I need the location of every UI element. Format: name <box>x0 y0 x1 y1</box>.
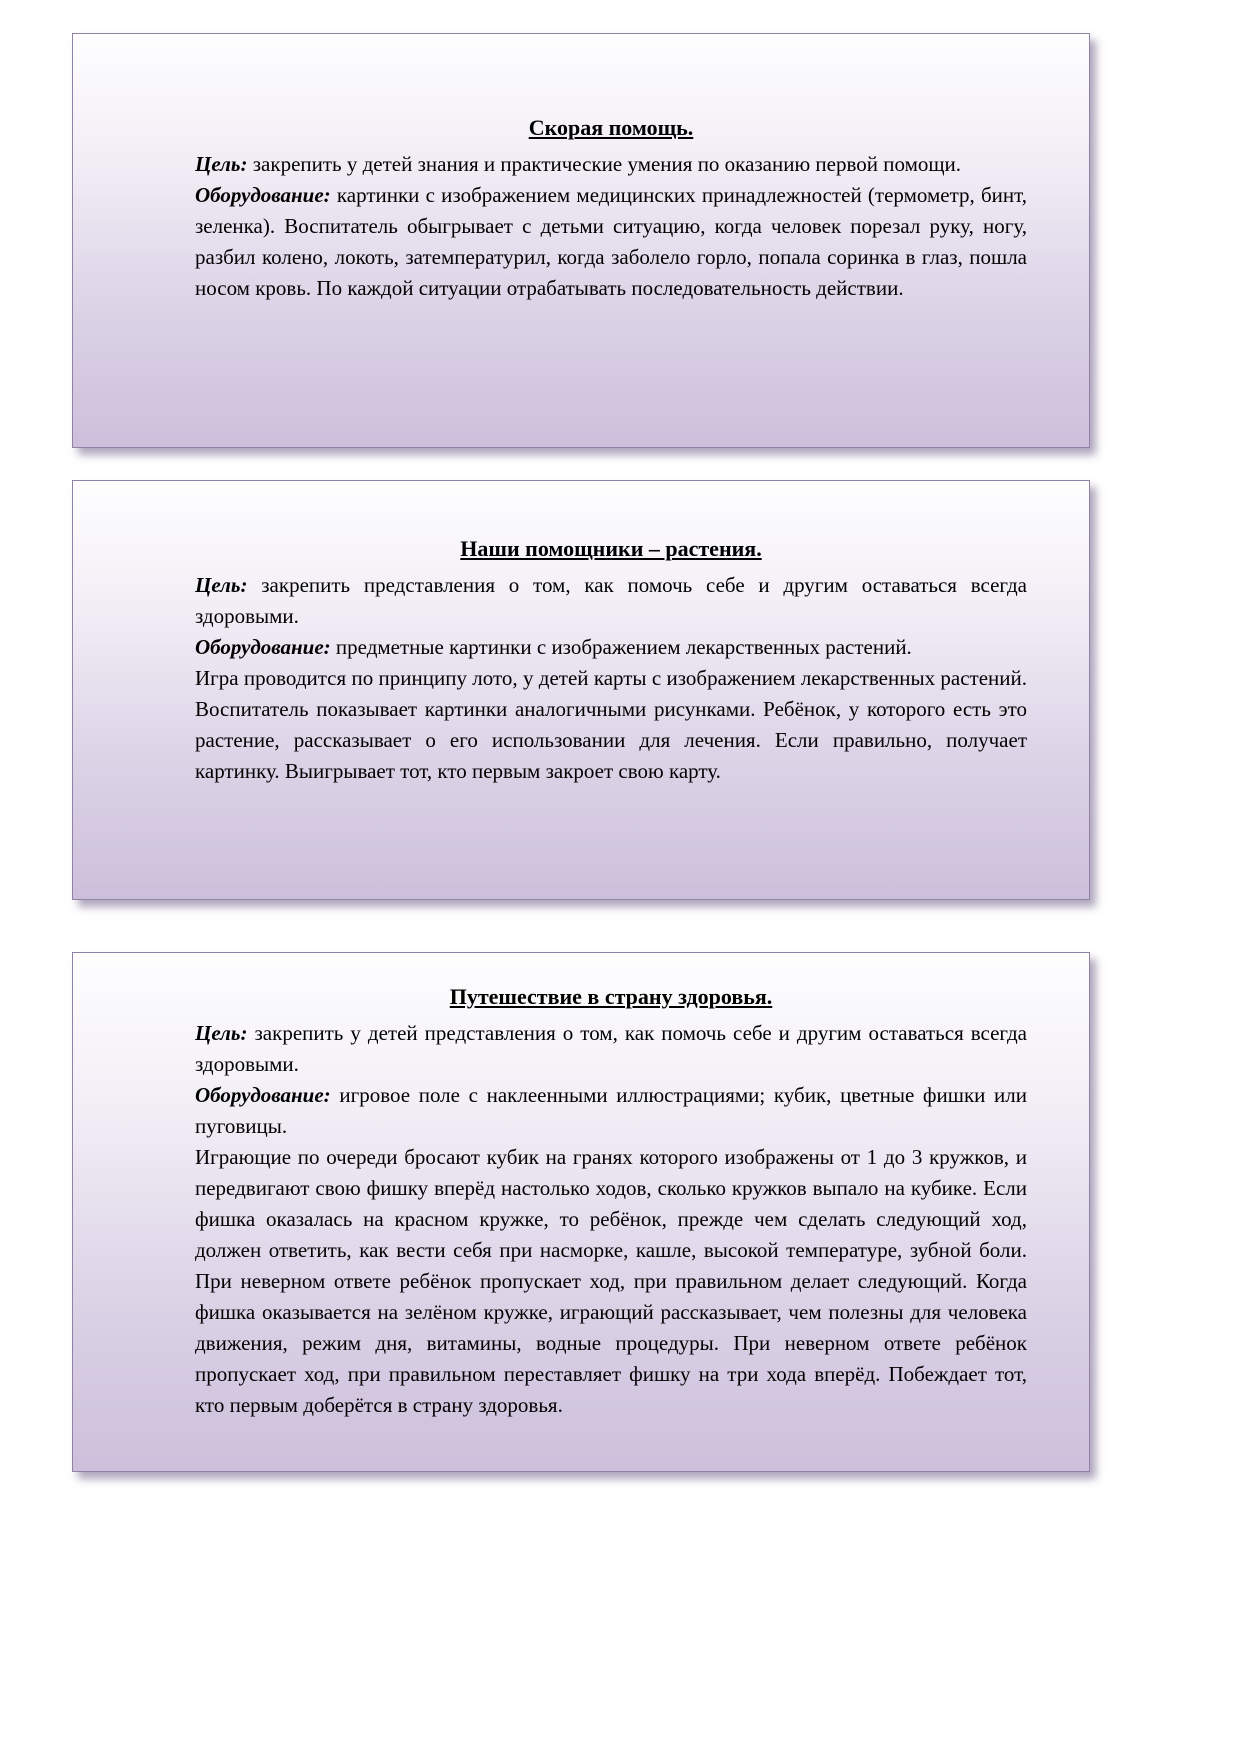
rules-paragraph <box>195 1142 1027 1421</box>
equipment-label: Оборудование: <box>195 635 331 659</box>
rules-text: Играющие по очереди бросают кубик на гранях которого изображены от 1 до 3 кружков, и передвигают свою фишку вперёд настолько ходов, сколько кружков выпало на кубике. Если фишка оказалась на красном кружке, то ребёнок, прежде чем сделать следующий ход, должен ответить, как вести себя при насморке, кашле, высокой температуре, зубной боли. При неверном ответе ребёнок пропускает ход, при правильном делает следующий. Когда фишка оказывается на зелёном кружке, играющий рассказывает, чем полезны для человека движения, режим дня, витамины, водные процедуры. При неверном ответе ребёнок пропускает ход, при правильном переставляет фишку на три хода вперёд. Побеждает тот, кто первым доберётся в страну здоровья. <box>195 1145 1027 1417</box>
goal-paragraph <box>195 149 1027 180</box>
goal-text: закрепить у детей представления о том, как помочь себе и другим оставаться всегда здоровыми. <box>195 1021 1027 1076</box>
card-title: Скорая помощь. <box>528 115 694 140</box>
goal-paragraph <box>195 570 1027 632</box>
card-plant-helpers <box>72 480 1090 900</box>
equipment-text: игровое поле с наклеенными иллюстрациями; кубик, цветные фишки или пуговицы. <box>195 1083 1028 1138</box>
equipment-label: Оборудование: <box>195 183 331 207</box>
goal-label: Цель: <box>195 573 248 597</box>
goal-text: закрепить у детей знания и практические умения по оказанию первой помощи. <box>252 152 962 176</box>
equipment-paragraph <box>195 632 1027 663</box>
equipment-label: Оборудование: <box>195 1083 331 1107</box>
equipment-text: картинки с изображением медицинских принадлежностей (термометр, бинт, зеленка). Воспитатель обыгрывает с детьми ситуацию, когда человек порезал руку, ногу, разбил колено, локоть, затемпературил, когда заболело горло, попала соринка в глаз, пошла носом кровь. По каждой ситуации отрабатывать последовательность действии. <box>195 183 1027 300</box>
goal-label: Цель: <box>195 152 248 176</box>
goal-label: Цель: <box>195 1021 248 1045</box>
equipment-text: предметные картинки с изображением лекарственных растений. <box>335 635 912 659</box>
card-title: Путешествие в страну здоровья. <box>449 984 773 1009</box>
goal-paragraph <box>195 1018 1027 1080</box>
card-health-journey <box>72 952 1090 1472</box>
equipment-paragraph <box>195 180 1027 304</box>
rules-paragraph <box>195 663 1027 787</box>
equipment-paragraph <box>195 1080 1027 1142</box>
card-title: Наши помощники – растения. <box>460 536 762 561</box>
rules-text: Игра проводится по принципу лото, у детей карты с изображением лекарственных растений. Воспитатель показывает картинки аналогичными рисунками. Ребёнок, у которого есть это растение, рассказывает о его использовании для лечения. Если правильно, получает картинку. Выигрывает тот, кто первым закроет свою карту. <box>195 666 1027 783</box>
card-first-aid <box>72 33 1090 448</box>
goal-text: закрепить представления о том, как помочь себе и другим оставаться всегда здоровыми. <box>195 573 1027 628</box>
